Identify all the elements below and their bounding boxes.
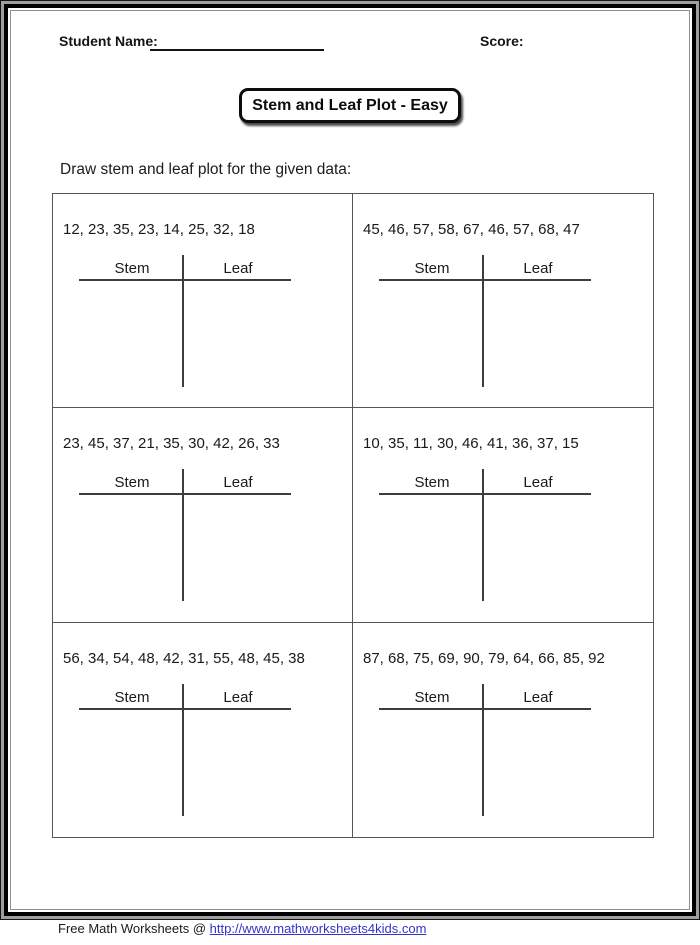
- student-name-label: Student Name:: [59, 33, 158, 49]
- footer-credit: [58, 921, 426, 936]
- leaf-label: Leaf: [523, 474, 553, 492]
- worksheet-page: [10, 10, 690, 910]
- stem-label: Stem: [114, 260, 150, 277]
- stem-leaf-divider: [482, 469, 484, 601]
- leaf-label: Leaf: [523, 260, 553, 277]
- stem-leaf-divider: [182, 684, 184, 816]
- data-list: 56, 34, 54, 48, 42, 31, 55, 48, 45, 38: [63, 649, 305, 667]
- stem-leaf-divider: [482, 684, 484, 816]
- stem-label: Stem: [114, 474, 150, 492]
- stem-leaf-plot: [79, 684, 291, 710]
- problems-grid: [52, 193, 654, 838]
- stem-label: Stem: [414, 688, 450, 706]
- stem-leaf-divider: [482, 255, 484, 387]
- instruction-text: Draw stem and leaf plot for the given data:: [60, 161, 352, 178]
- stem-leaf-divider: [182, 469, 184, 601]
- stem-leaf-divider: [182, 255, 184, 387]
- data-list: 45, 46, 57, 58, 67, 46, 57, 68, 47: [363, 221, 580, 238]
- page-border-inner: [4, 4, 696, 916]
- leaf-label: Leaf: [223, 688, 253, 706]
- stem-leaf-plot: [379, 255, 591, 281]
- problem-cell-2: [353, 194, 653, 408]
- data-list: 10, 35, 11, 30, 46, 41, 36, 37, 15: [363, 435, 579, 453]
- stem-leaf-plot: [79, 255, 291, 281]
- stem-leaf-header: [79, 469, 291, 495]
- stem-leaf-header: [379, 469, 591, 495]
- stem-leaf-plot: [379, 469, 591, 495]
- problem-cell-3: [53, 408, 353, 622]
- problem-cell-4: [353, 408, 653, 622]
- data-list: 87, 68, 75, 69, 90, 79, 64, 66, 85, 92: [363, 649, 605, 667]
- leaf-label: Leaf: [223, 474, 253, 492]
- stem-leaf-header: [379, 684, 591, 710]
- stem-leaf-header: [79, 684, 291, 710]
- worksheet-title: Stem and Leaf Plot - Easy: [239, 88, 461, 123]
- stem-leaf-plot: [379, 684, 591, 710]
- leaf-label: Leaf: [523, 688, 553, 706]
- score-label: Score:: [480, 33, 524, 49]
- stem-label: Stem: [414, 474, 450, 492]
- leaf-label: Leaf: [223, 260, 253, 277]
- footer-link[interactable]: http://www.mathworksheets4kids.com: [209, 921, 427, 936]
- stem-leaf-header: [79, 255, 291, 281]
- data-list: 12, 23, 35, 23, 14, 25, 32, 18: [63, 221, 255, 238]
- stem-leaf-header: [379, 255, 591, 281]
- data-list: 23, 45, 37, 21, 35, 30, 42, 26, 33: [63, 435, 280, 453]
- stem-label: Stem: [114, 688, 150, 706]
- student-name-blank: [150, 31, 324, 51]
- stem-leaf-plot: [79, 469, 291, 495]
- problem-cell-5: [53, 623, 353, 837]
- footer-text: Free Math Worksheets @: [58, 921, 210, 936]
- stem-label: Stem: [414, 260, 450, 277]
- problem-cell-1: [53, 194, 353, 408]
- problem-cell-6: [353, 623, 653, 837]
